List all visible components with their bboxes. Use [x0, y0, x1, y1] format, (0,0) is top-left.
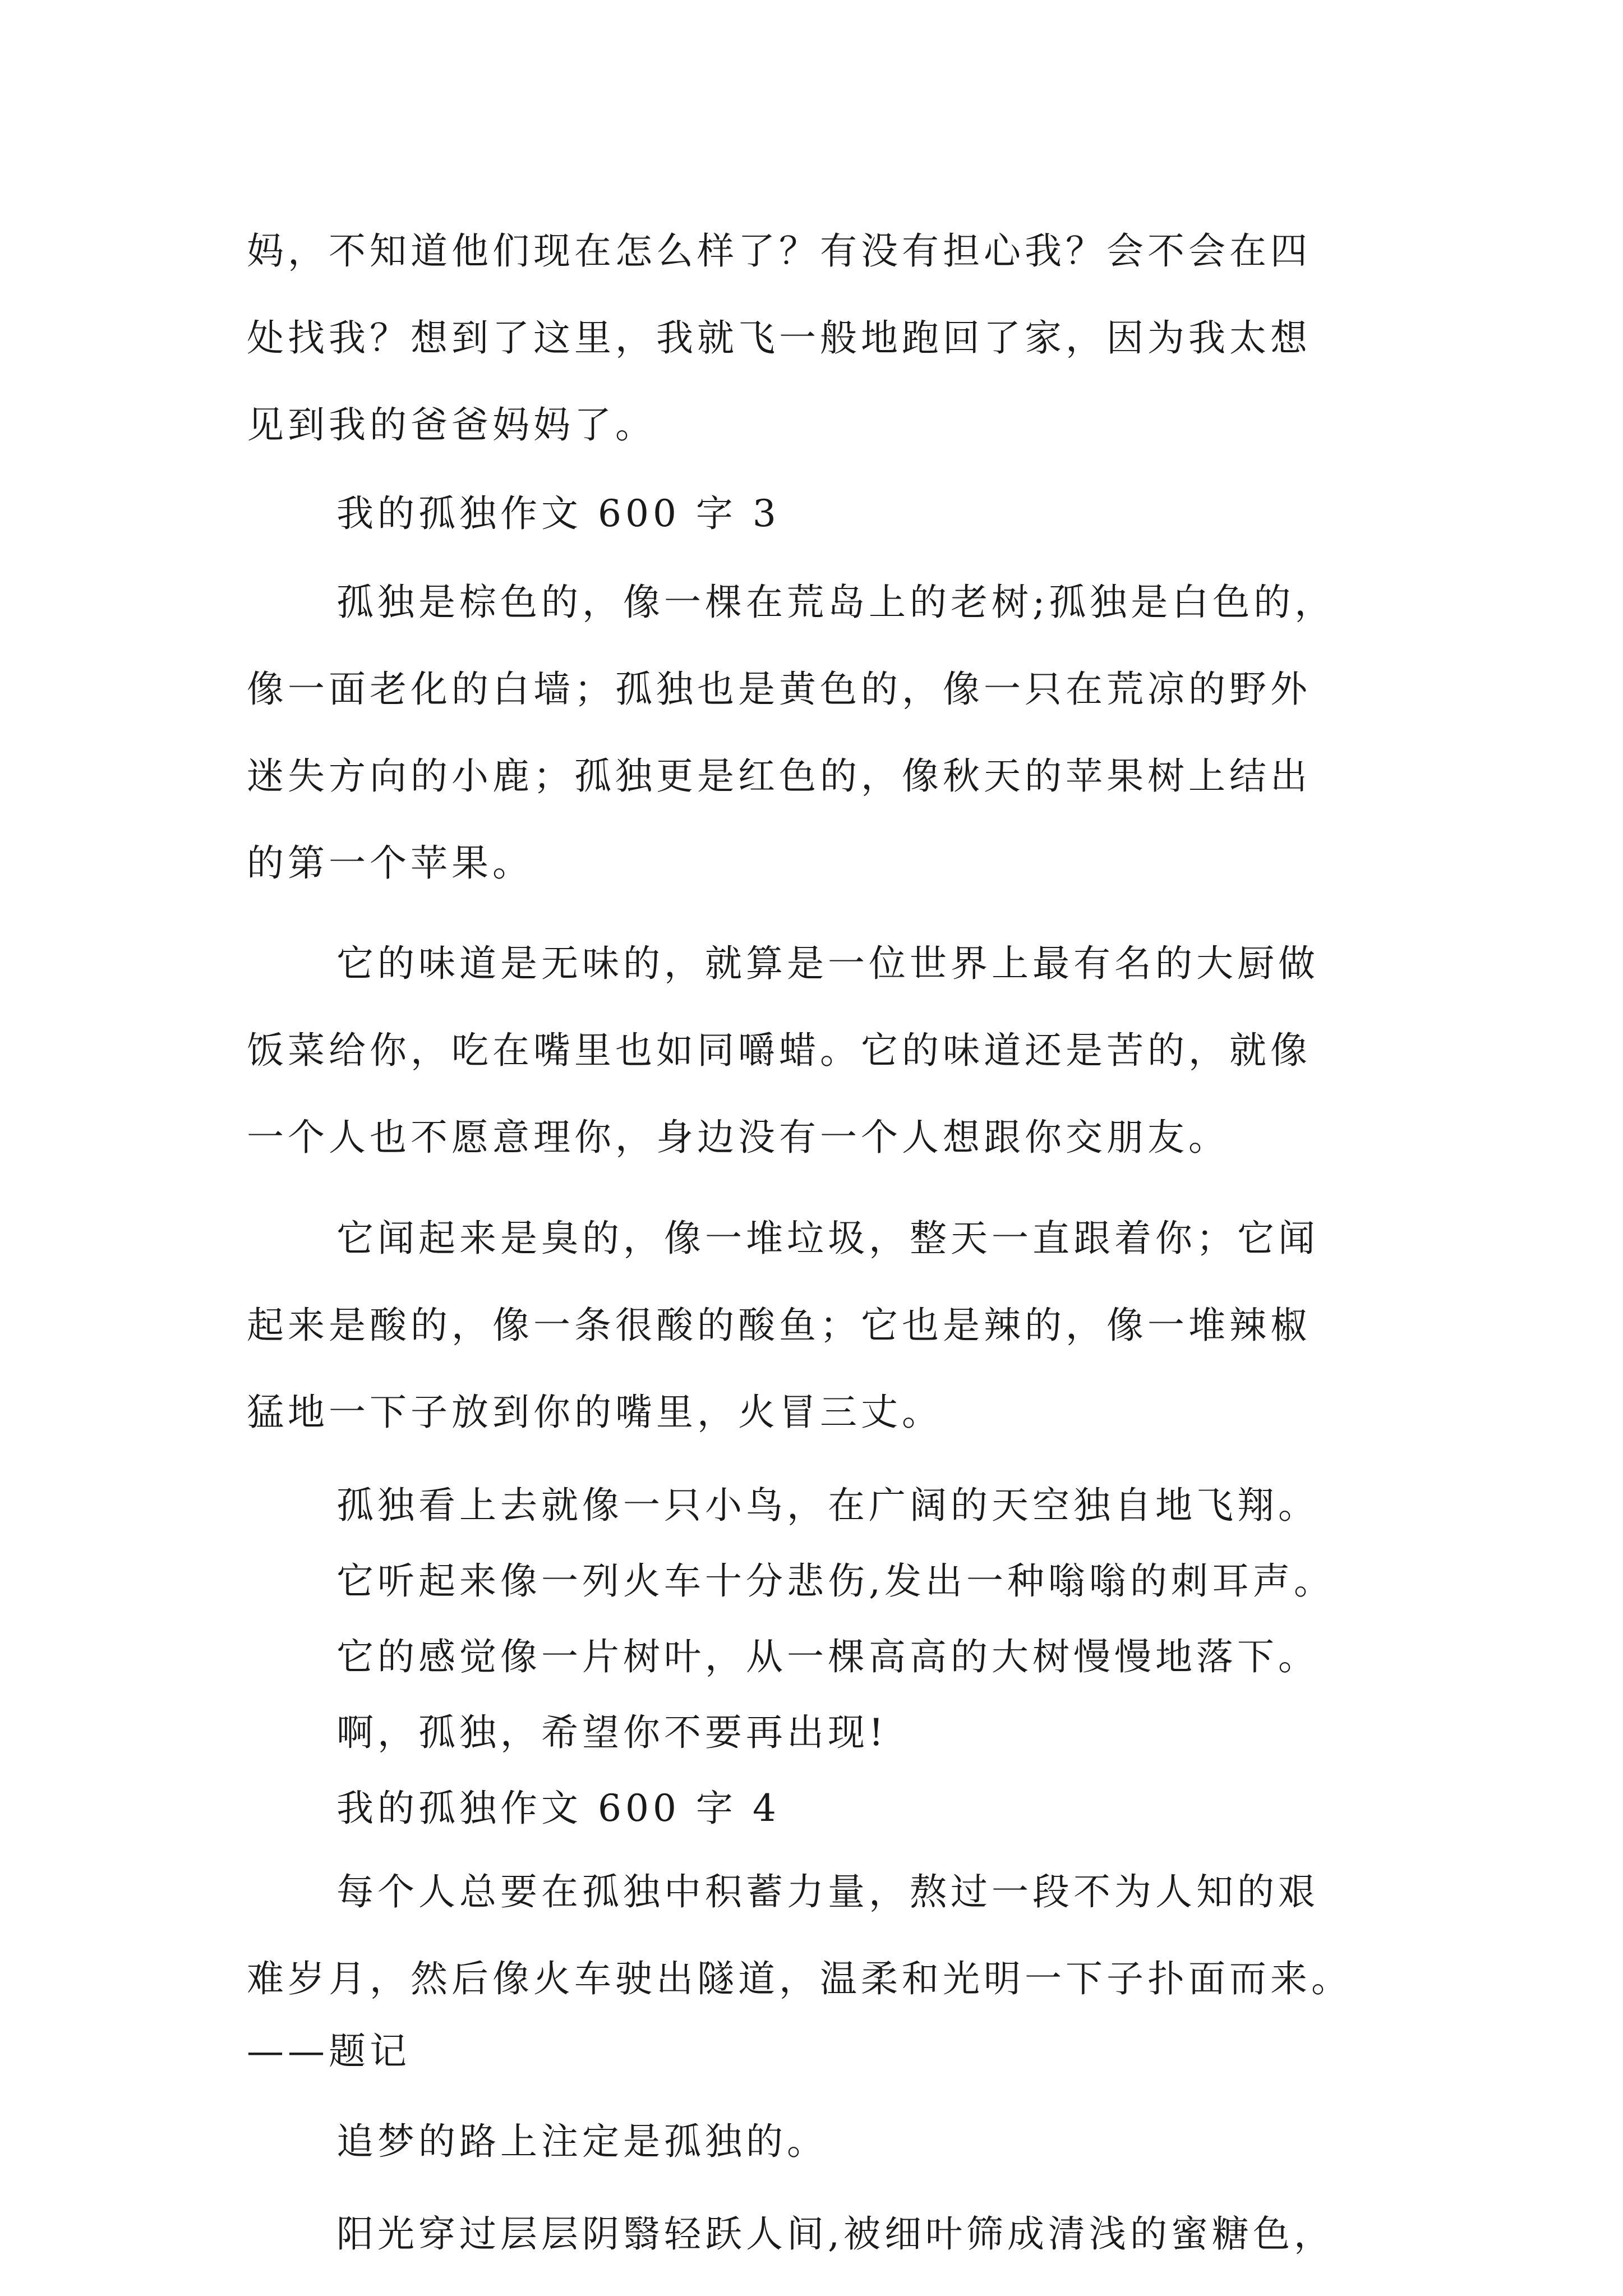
text-line: 它的感觉像一片树叶，从一棵高高的大树慢慢地落下。 [336, 1635, 1319, 1678]
text-line: 起来是酸的，像一条很酸的酸鱼；它也是辣的，像一堆辣椒 [247, 1304, 1311, 1347]
text-line: 每个人总要在孤独中积蓄力量，熬过一段不为人知的艰 [336, 1870, 1319, 1913]
text-line: 它闻起来是臭的，像一堆垃圾，整天一直跟着你；它闻 [336, 1217, 1319, 1260]
text-line: 猛地一下子放到你的嘴里，火冒三丈。 [247, 1391, 943, 1434]
text-line: 的第一个苹果。 [247, 841, 533, 885]
text-line: 追梦的路上注定是孤独的。 [336, 2120, 828, 2163]
text-line: 像一面老化的白墙；孤独也是黄色的，像一只在荒凉的野外 [247, 668, 1311, 711]
text-line: 处找我？想到了这里，我就飞一般地跑回了家，因为我太想 [247, 316, 1311, 360]
text-line: 孤独看上去就像一只小鸟，在广阔的天空独自地飞翔。 [336, 1484, 1319, 1527]
text-line: ——题记 [247, 2030, 411, 2073]
text-line: 见到我的爸爸妈妈了。 [247, 403, 656, 447]
text-line: 迷失方向的小鹿；孤独更是红色的，像秋天的苹果树上结出 [247, 754, 1311, 798]
text-line: 一个人也不愿意理你，身边没有一个人想跟你交朋友。 [247, 1116, 1229, 1159]
text-line: 饭菜给你，吃在嘴里也如同嚼蜡。它的味道还是苦的，就像 [247, 1029, 1311, 1072]
text-line: 妈，不知道他们现在怎么样了？有没有担心我？会不会在四 [247, 229, 1311, 273]
section-heading: 我的孤独作文 600 字 3 [336, 492, 780, 535]
document-body [247, 208, 1419, 2294]
text-line: 阳光穿过层层阴翳轻跃人间,被细叶筛成清浅的蜜糖色， [336, 2212, 1335, 2256]
text-line: 孤独是棕色的，像一棵在荒岛上的老树;孤独是白色的， [336, 581, 1336, 624]
section-heading: 我的孤独作文 600 字 4 [336, 1787, 780, 1830]
text-line: 啊，孤独，希望你不要再出现! [336, 1711, 888, 1754]
text-line: 它听起来像一列火车十分悲伤,发出一种嗡嗡的刺耳声。 [336, 1559, 1335, 1603]
text-line: 它的味道是无味的，就算是一位世界上最有名的大厨做 [336, 942, 1319, 985]
text-line: 难岁月，然后像火车驶出隧道，温柔和光明一下子扑面而来。 [247, 1957, 1352, 2000]
